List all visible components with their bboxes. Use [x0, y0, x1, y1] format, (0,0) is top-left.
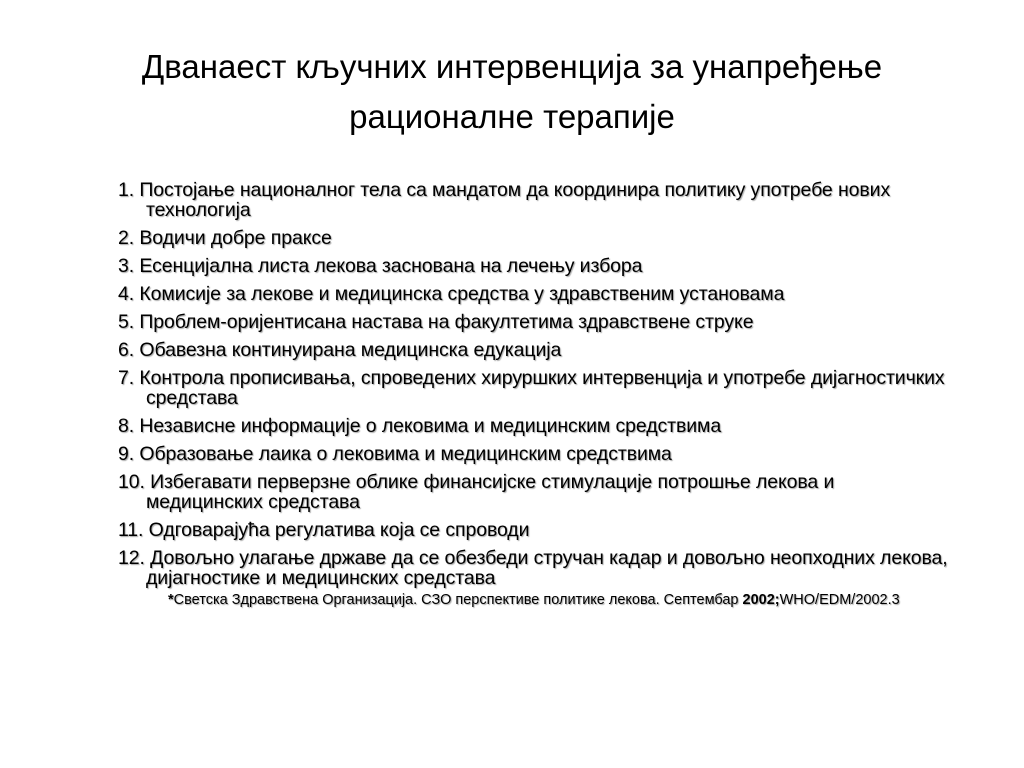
list-item: 11. Одговарајућа регулатива која се спроводи [118, 519, 530, 541]
list-item: 5. Проблем-оријентисана настава на факултетима здравствене струке [118, 311, 754, 333]
list-item: 4. Комисије за лекове и медицинска средства у здравственим установама [118, 283, 785, 305]
slide-title: Дванаест кључних интервенција за унапређење рационалне терапије [141, 48, 883, 135]
slide-body [118, 180, 948, 608]
note-code: WHO/EDM/2002.3 [779, 592, 900, 608]
list-item: 10. Избегавати перверзне облике финансијске стимулације потрошње лекова и медицинских средстава [118, 471, 835, 513]
source-note [168, 592, 948, 608]
note-year: 2002; [742, 592, 780, 608]
list-item: 6. Обавезна континуирана медицинска едукација [118, 339, 562, 361]
interventions-list [118, 180, 948, 588]
list-item: 2. Водичи добре праксе [118, 227, 332, 249]
list-item: 9. Образовање лаика о лековима и медицинским средствима [118, 443, 672, 465]
list-item: 7. Контрола прописивања, спроведених хируршких интервенција и употребе дијагностичких средстава [118, 367, 945, 409]
note-text: Светска Здравствена Организација. СЗО перспективе политике лекова. Септембар [173, 592, 743, 608]
list-item: 1. Постојање националног тела са мандатом да координира политику употребе нових технологија [118, 179, 891, 221]
list-item: 12. Довољно улагање државе да се обезбеди стручан кадар и довољно неопходних лекова, дијагностике и медицинских средстава [118, 547, 948, 589]
list-item: 3. Есенцијална листа лекова заснована на лечењу избора [118, 255, 643, 277]
list-item: 8. Независне информације о лековима и медицинским средствима [118, 415, 722, 437]
note-asterisk: * [168, 592, 174, 608]
